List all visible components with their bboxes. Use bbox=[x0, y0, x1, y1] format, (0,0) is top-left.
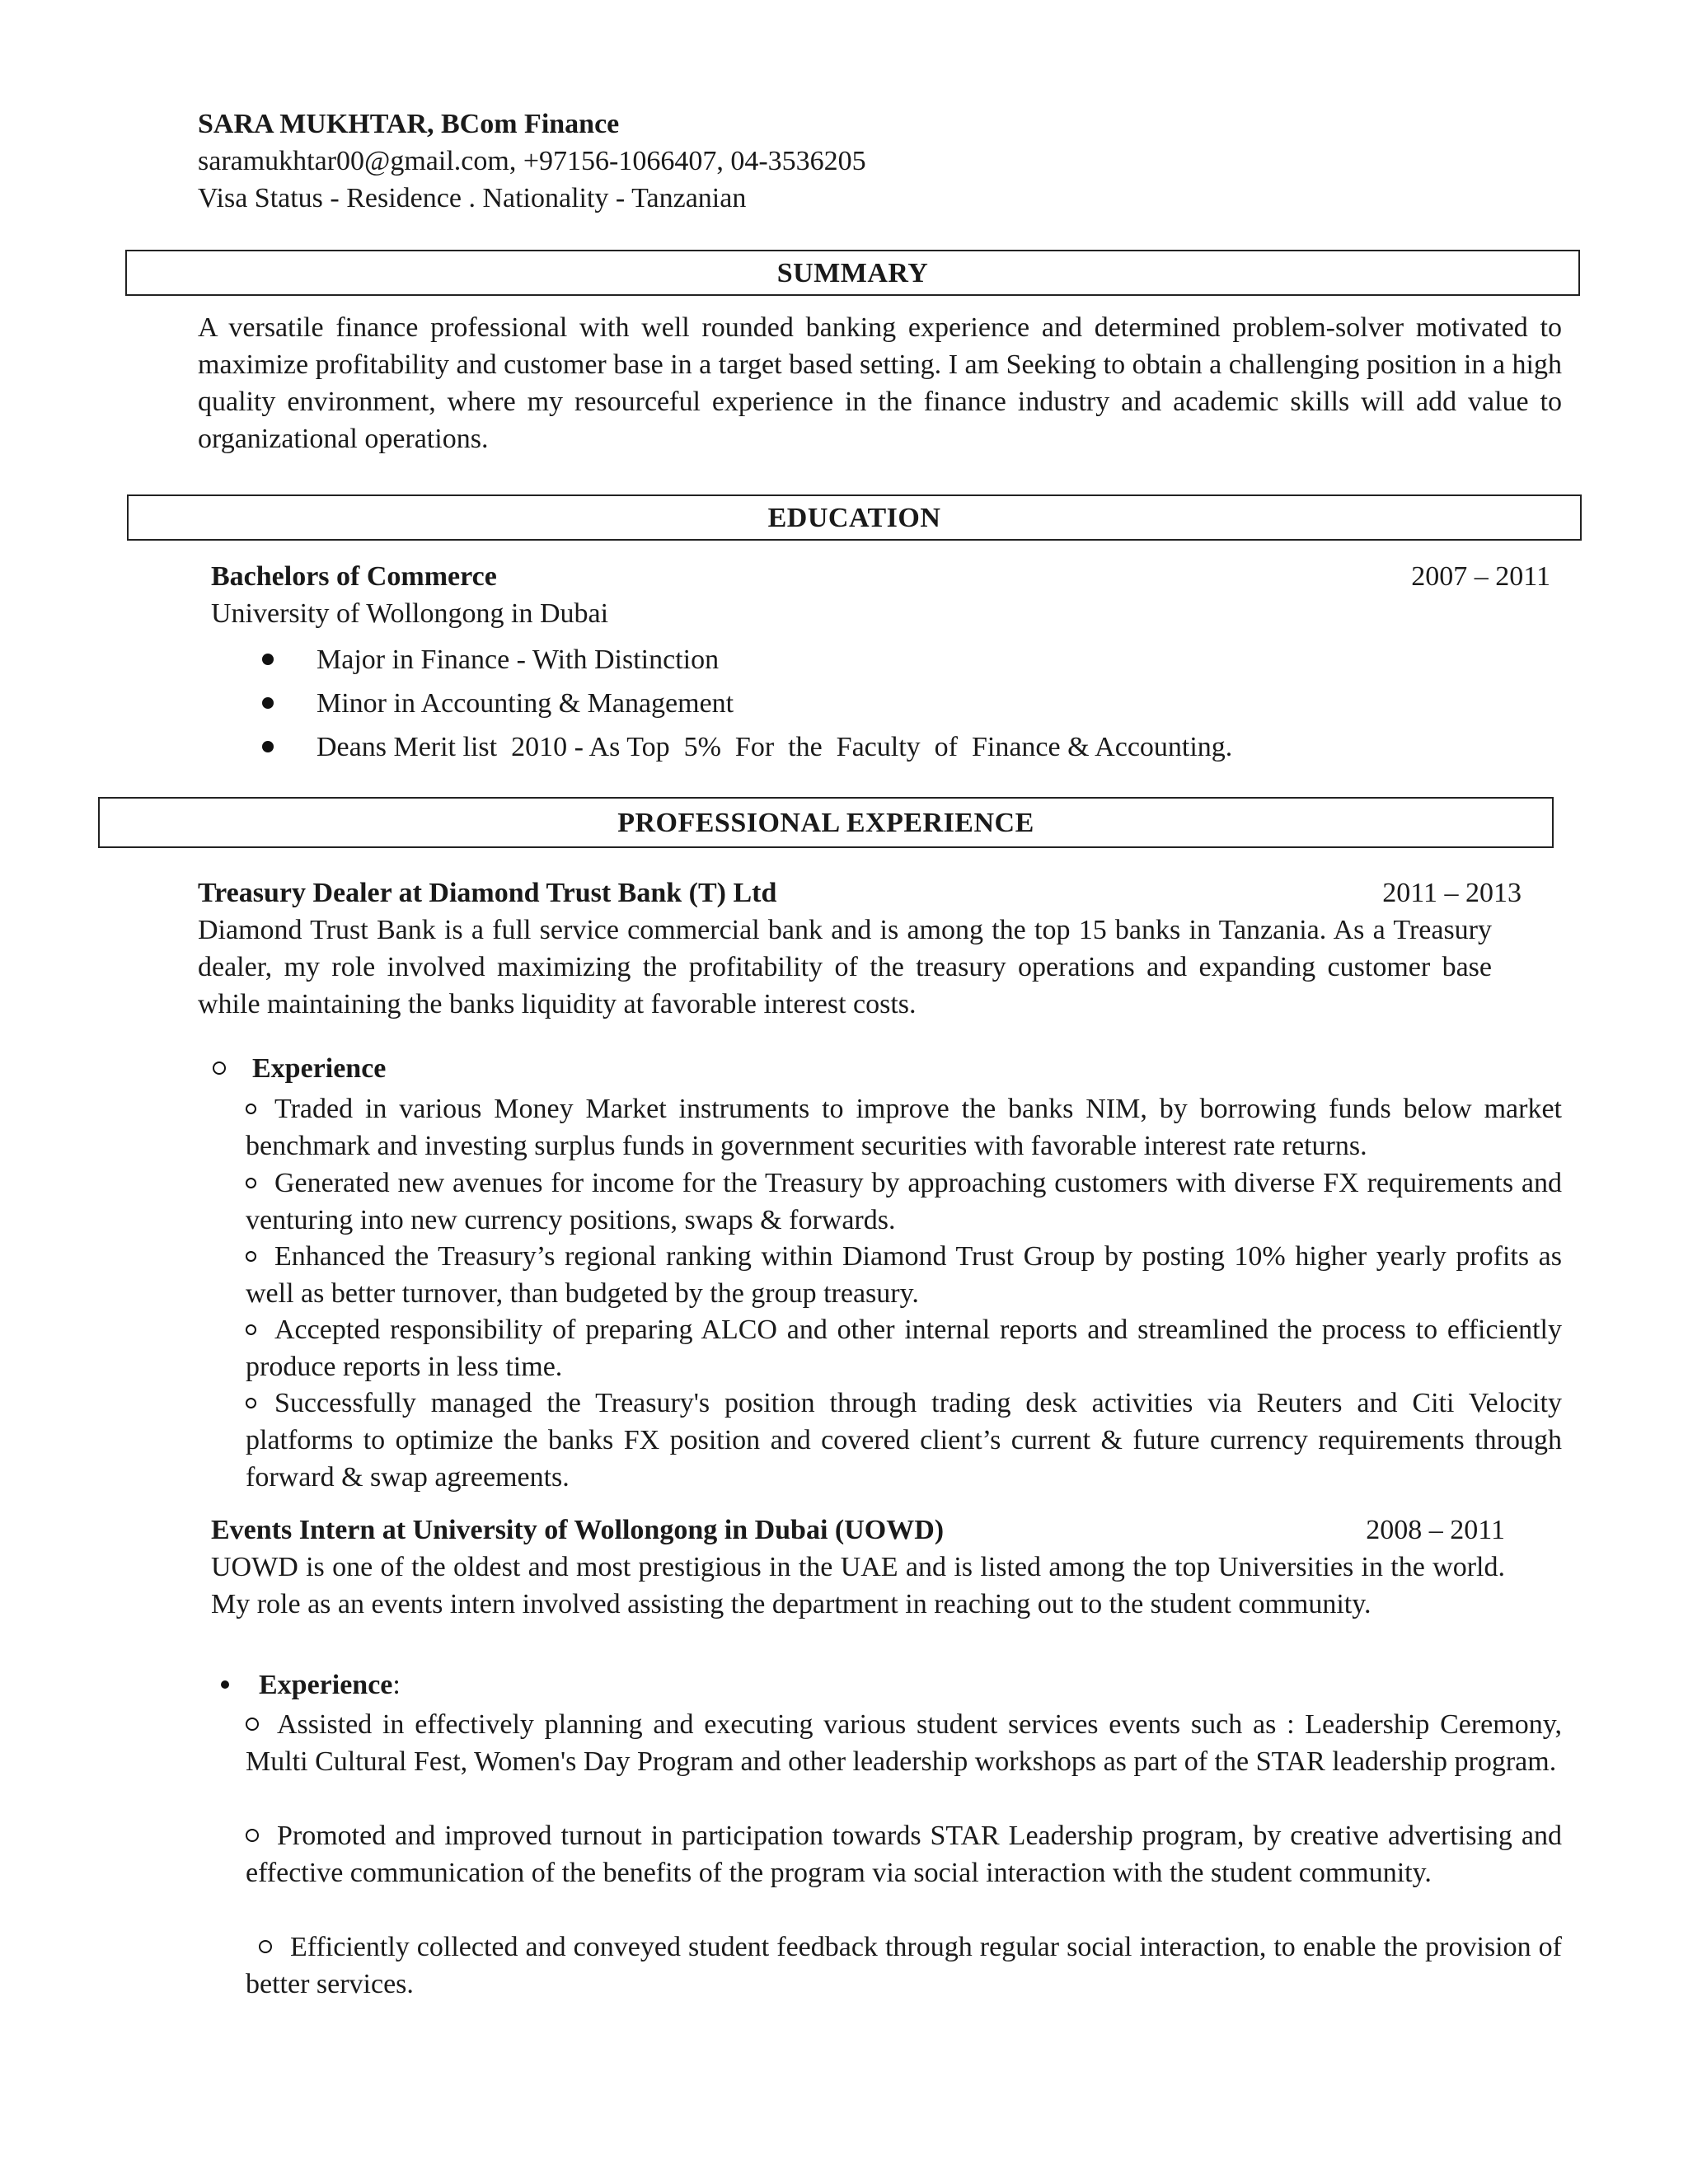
circle-bullet-icon bbox=[246, 1251, 256, 1262]
experience-item: Assisted in effectively planning and executing various student services events such as : Leadership Ceremony, Multi Cultural Fest, Women's Day Program and other leadership workshops as part of the STAR leadership program. bbox=[246, 1709, 1562, 1777]
job-dates: 2008 – 2011 bbox=[1366, 1515, 1505, 1545]
circle-bullet-icon bbox=[246, 1178, 256, 1188]
job-title-row bbox=[198, 874, 1522, 912]
education-heading: EDUCATION bbox=[127, 494, 1582, 541]
experience-item: Accepted responsibility of preparing ALCO and other internal reports and streamlined the process to efficiently produce reports in less time. bbox=[246, 1315, 1562, 1382]
resume-header bbox=[198, 105, 1352, 217]
contact-info: saramukhtar00@gmail.com, +97156-1066407, 04-3536205 bbox=[198, 146, 866, 176]
job-description: UOWD is one of the oldest and most prestigious in the UAE and is listed among the top Universities in the world. My role as an events intern involved assisting the department in reaching out to the student community. bbox=[211, 1552, 1505, 1619]
education-item: Minor in Accounting & Management bbox=[262, 682, 734, 724]
job-title: Treasury Dealer at Diamond Trust Bank (T) Ltd bbox=[198, 878, 777, 908]
circle-bullet-icon bbox=[246, 1324, 256, 1335]
bullet-icon bbox=[262, 741, 274, 752]
experience-item: Successfully managed the Treasury's position through trading desk activities via Reuters and Citi Velocity platforms to optimize the banks FX position and covered client’s current & future currency requirements through forward & swap agreements. bbox=[246, 1388, 1562, 1493]
degree-name: Bachelors of Commerce bbox=[211, 561, 497, 592]
circle-bullet-icon bbox=[246, 1829, 259, 1842]
bullet-icon bbox=[262, 654, 274, 665]
candidate-name: SARA MUKHTAR, BCom Finance bbox=[198, 109, 620, 139]
experience-item: Enhanced the Treasury’s regional ranking within Diamond Trust Group by posting 10% higher yearly profits as well as better turnover, than budgeted by the group treasury. bbox=[246, 1241, 1562, 1309]
job-description: Diamond Trust Bank is a full service commercial bank and is among the top 15 banks in Tanzania. As a Treasury dealer, my role involved maximizing the profitability of the treasury operations and expanding customer base while maintaining the banks liquidity at favorable interest costs. bbox=[198, 915, 1492, 1019]
experience-subheading: Experience bbox=[213, 1047, 386, 1089]
bullet-icon bbox=[221, 1680, 229, 1689]
circle-bullet-icon bbox=[213, 1062, 226, 1075]
school-name: University of Wollongong in Dubai bbox=[211, 598, 609, 629]
summary-text: A versatile finance professional with well rounded banking experience and determined problem-solver motivated to maximize profitability and customer base in a target based setting. I am Seeking to obtain a challenging position in a high quality environment, where my resourceful experience in the finance industry and academic skills will add value to organizational operations. bbox=[198, 312, 1562, 454]
circle-bullet-icon bbox=[259, 1940, 272, 1953]
experience-item: Traded in various Money Market instruments to improve the banks NIM, by borrowing funds below market benchmark and investing surplus funds in government securities with favorable interest rate returns. bbox=[246, 1094, 1562, 1161]
education-degree-row bbox=[211, 558, 1550, 595]
experience-item: Promoted and improved turnout in participation towards STAR Leadership program, by creative advertising and effective communication of the benefits of the program via social interaction with the student community. bbox=[246, 1821, 1562, 1888]
experience-item: Efficiently collected and conveyed student feedback through regular social interaction, to enable the provision of better services. bbox=[246, 1932, 1562, 1999]
job-title-row bbox=[211, 1511, 1505, 1549]
experience-item: Generated new avenues for income for the Treasury by approaching customers with diverse FX requirements and venturing into new currency positions, swaps & forwards. bbox=[246, 1168, 1562, 1235]
circle-bullet-icon bbox=[246, 1398, 256, 1408]
job-title: Events Intern at University of Wollongong in Dubai (UOWD) bbox=[211, 1515, 945, 1545]
education-item: Deans Merit list 2010 - As Top 5% For the Faculty of Finance & Accounting. bbox=[262, 726, 1232, 767]
job-dates: 2011 – 2013 bbox=[1382, 878, 1522, 908]
bullet-icon bbox=[262, 697, 274, 709]
circle-bullet-icon bbox=[246, 1718, 259, 1731]
experience-subheading: Experience: bbox=[221, 1664, 401, 1705]
circle-bullet-icon bbox=[246, 1104, 256, 1114]
summary-heading: SUMMARY bbox=[125, 250, 1580, 296]
visa-nationality: Visa Status - Residence . Nationality - Tanzanian bbox=[198, 183, 747, 213]
experience-heading: PROFESSIONAL EXPERIENCE bbox=[98, 797, 1554, 848]
education-item: Major in Finance - With Distinction bbox=[262, 639, 719, 680]
degree-dates: 2007 – 2011 bbox=[1411, 561, 1550, 592]
